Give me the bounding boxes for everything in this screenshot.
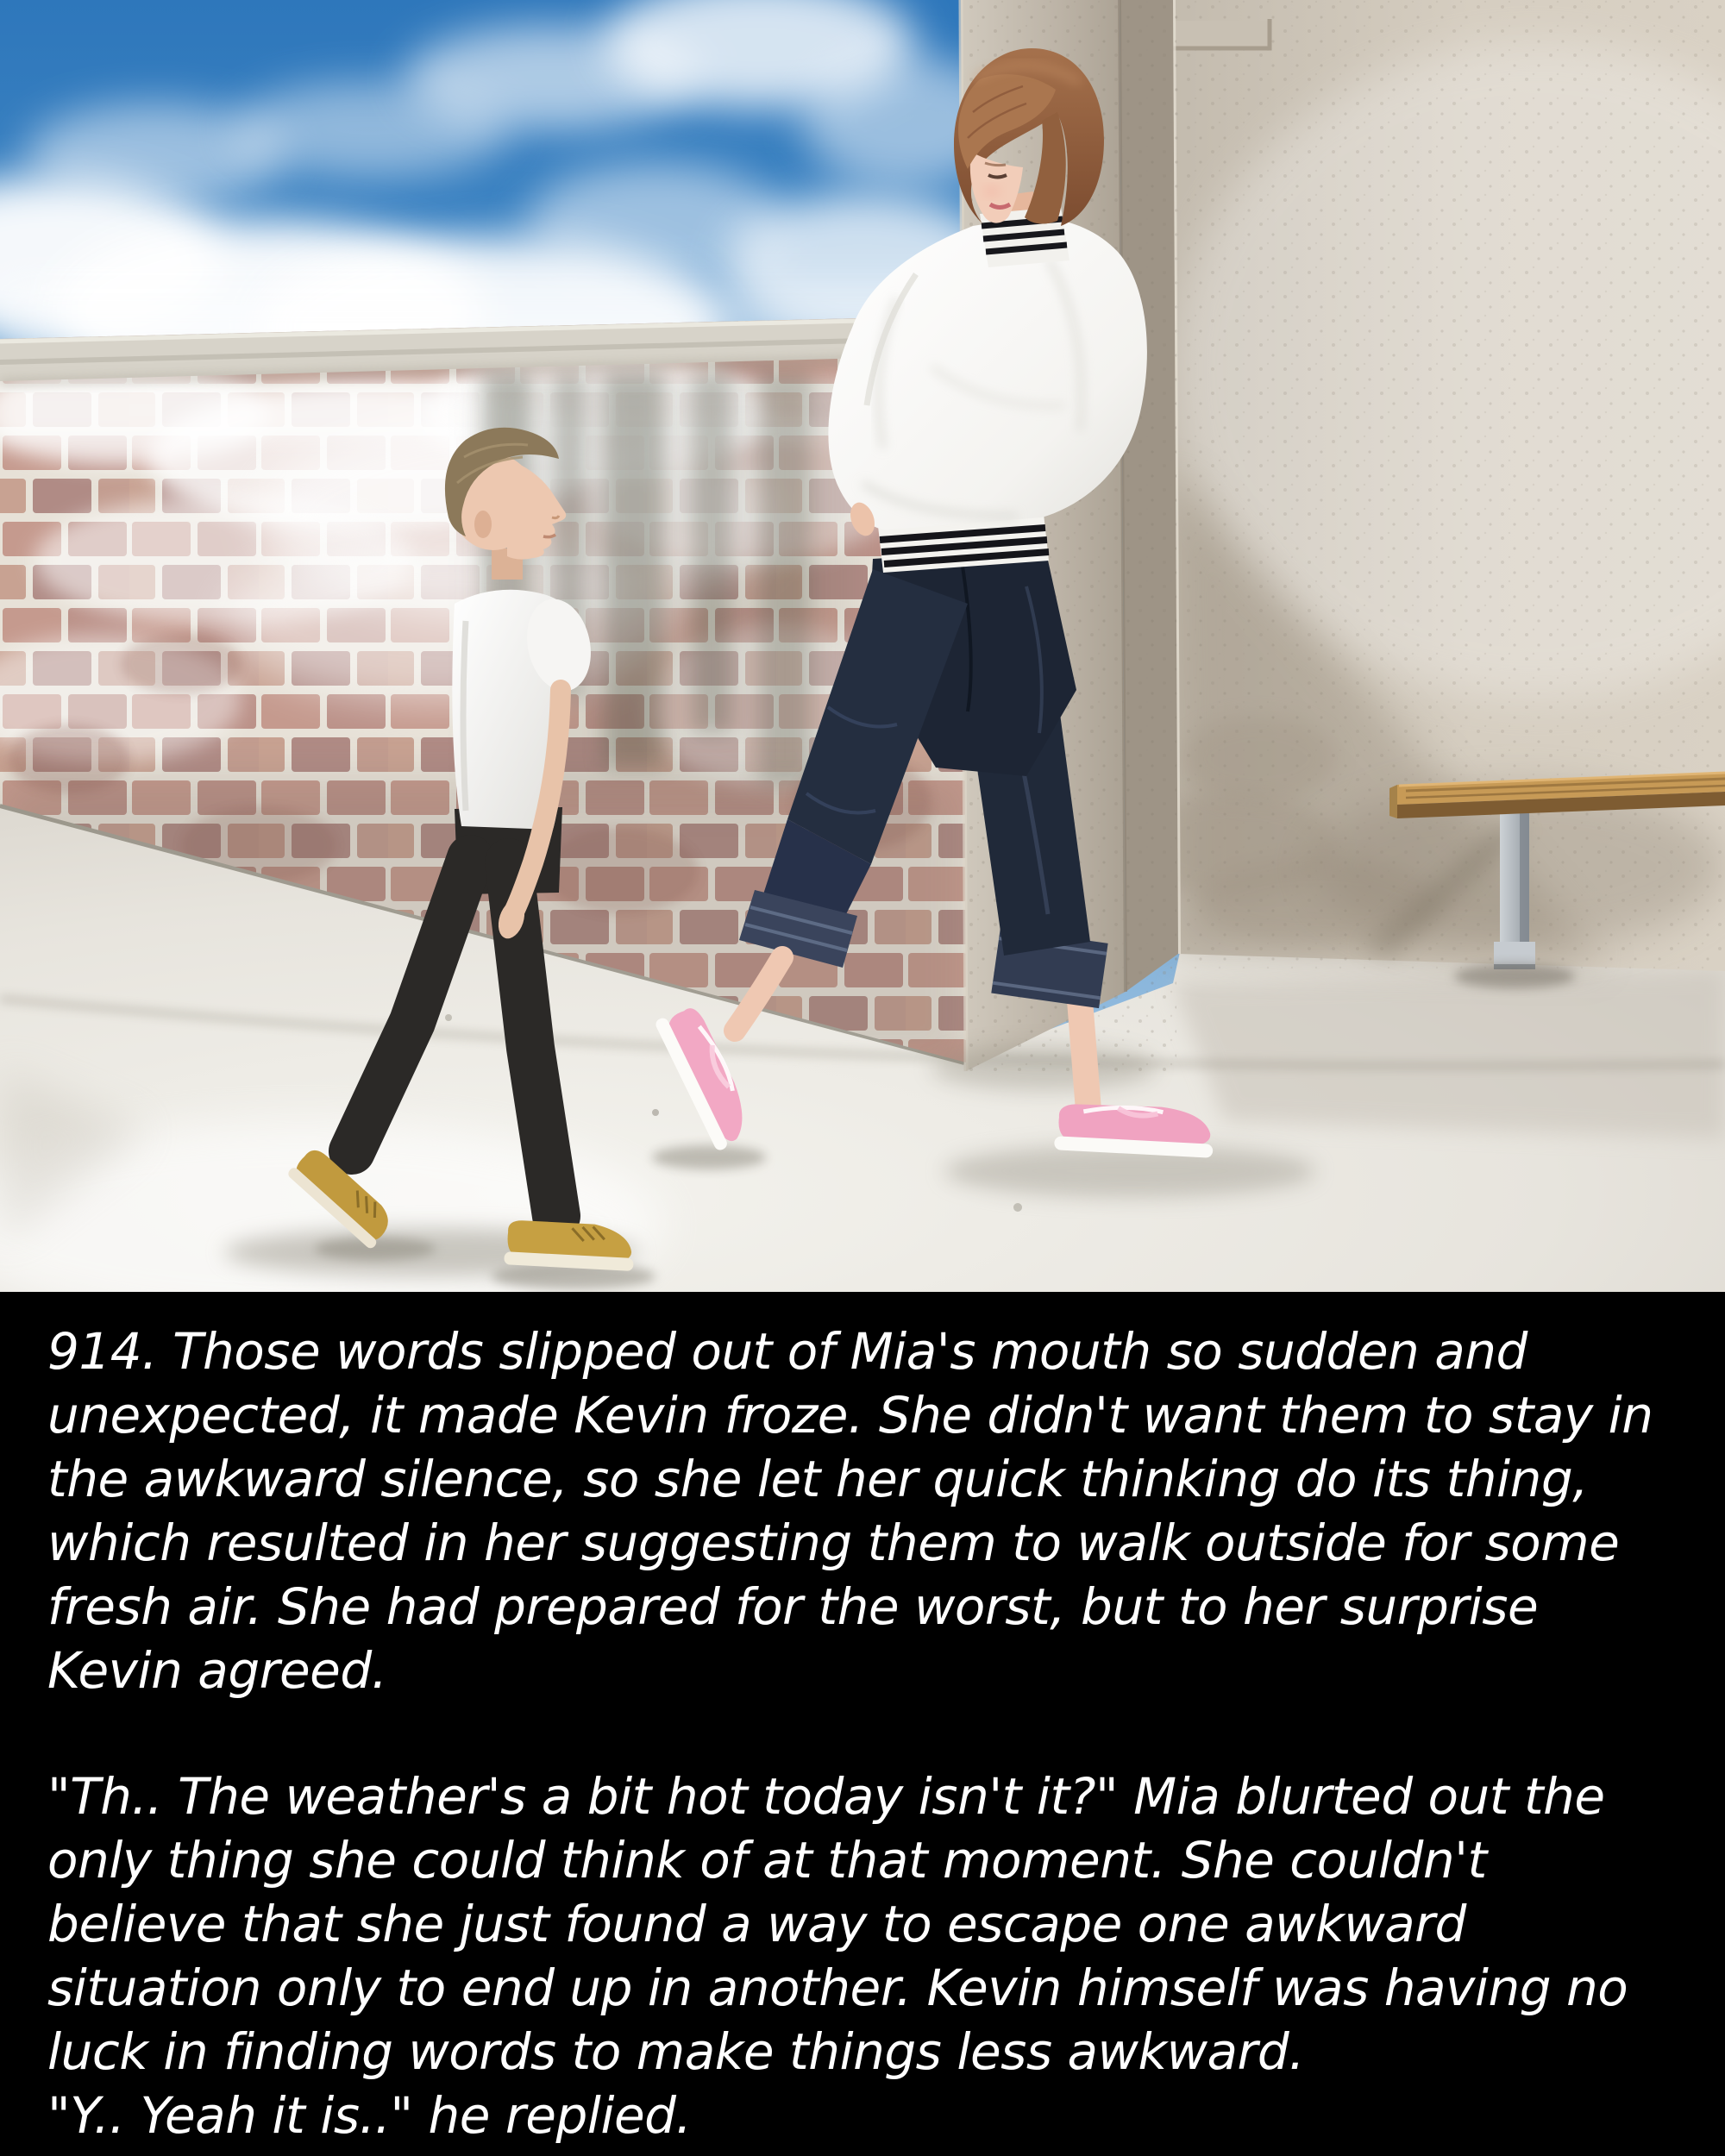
caption-line: 914. Those words slipped out of Mia's mouth so sudden and: [47, 1322, 1527, 1381]
caption-line: fresh air. She had prepared for the worst, but to her surprise: [47, 1577, 1539, 1636]
caption-line: believe that she just found a way to escape one awkward: [47, 1895, 1466, 1953]
wall-ledge: [1170, 19, 1270, 48]
woman-back-ankle: [1080, 1000, 1089, 1121]
caption-panel: [0, 1292, 1725, 2156]
caption-line: situation only to end up in another. Kevin himself was having no: [47, 1959, 1628, 2017]
paragraph-gap: [47, 1702, 1699, 1764]
caption-line: "Y.. Yeah it is.." he replied.: [47, 2086, 692, 2145]
caption-line: unexpected, it made Kevin froze. She didn't want them to stay in: [47, 1386, 1653, 1445]
caption-line: luck in finding words to make things less awkward.: [47, 2022, 1305, 2081]
caption-line: which resulted in her suggesting them to walk outside for some: [47, 1514, 1620, 1572]
caption-line: the awkward silence, so she let her quick thinking do its thing,: [47, 1450, 1589, 1508]
caption-line: "Th.. The weather's a bit hot today isn't it?" Mia blurted out the: [47, 1767, 1605, 1826]
caption-line: only thing she could think of at that moment. She couldn't: [47, 1831, 1487, 1890]
caption-line: Kevin agreed.: [47, 1641, 387, 1700]
